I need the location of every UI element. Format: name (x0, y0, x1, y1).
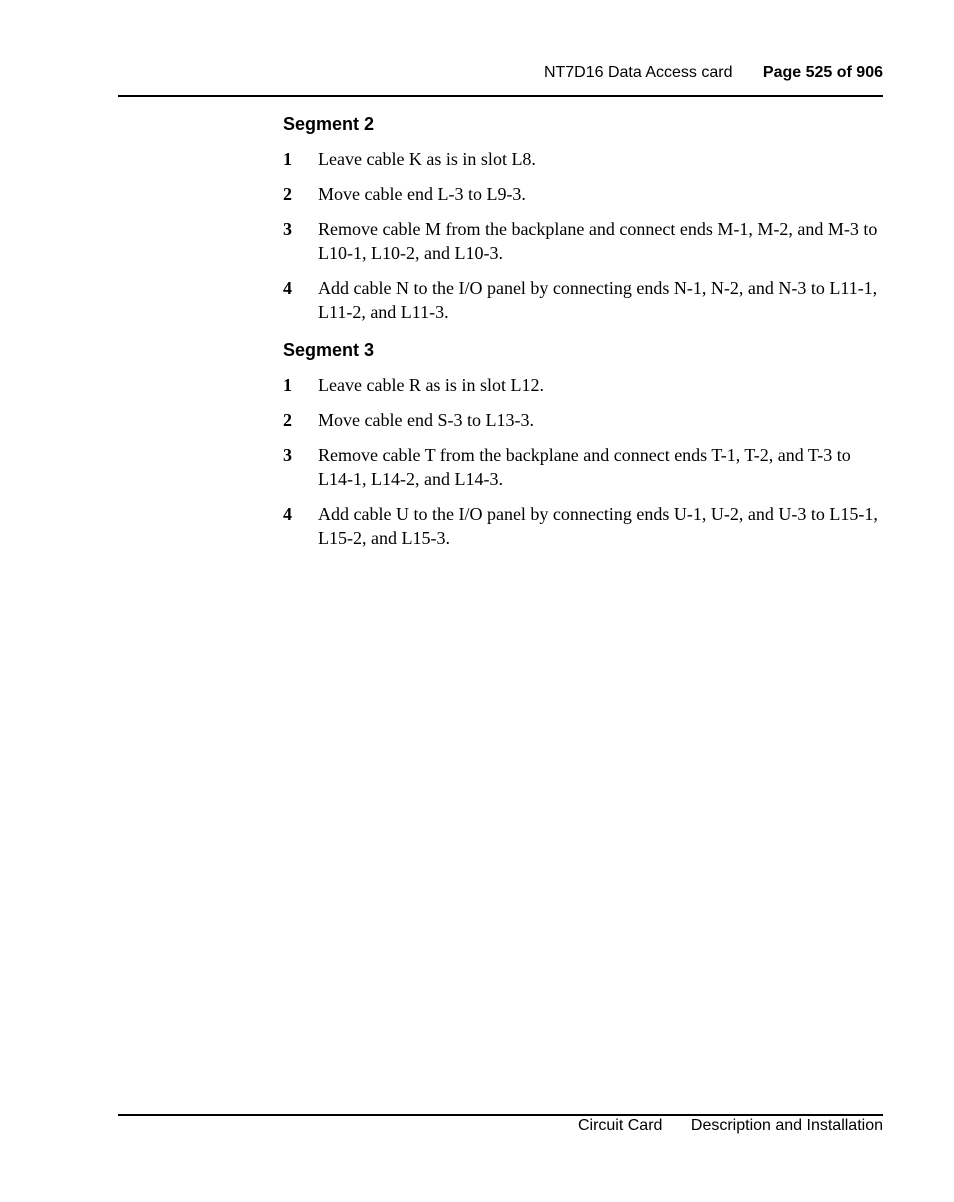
page-header (118, 64, 883, 88)
step-number: 1 (283, 149, 292, 169)
step-text: Add cable U to the I/O panel by connecting ends U-1, U-2, and U-3 to L15-1, L15-2, and L15-3. (318, 504, 878, 548)
step-number: 2 (283, 410, 292, 430)
step-text: Move cable end S-3 to L13-3. (318, 410, 534, 430)
step-list (283, 147, 883, 324)
footer-rule (118, 1114, 883, 1116)
main-content (283, 112, 883, 564)
footer-book-title: Circuit Card (577, 1117, 663, 1134)
step-item (283, 147, 883, 171)
step-number: 4 (283, 504, 292, 524)
step-item (283, 408, 883, 432)
step-number: 3 (283, 219, 292, 239)
step-list (283, 373, 883, 550)
step-text: Add cable N to the I/O panel by connecting ends N-1, N-2, and N-3 to L11-1, L11-2, and L11-3. (318, 278, 878, 322)
step-number: 1 (283, 375, 292, 395)
step-item (283, 502, 883, 550)
step-item (283, 373, 883, 397)
step-text: Leave cable R as is in slot L12. (318, 375, 544, 395)
step-item (283, 443, 883, 491)
step-number: 3 (283, 445, 292, 465)
header-rule (118, 95, 883, 97)
section-heading: Segment 3 (283, 340, 375, 360)
footer-book-subtitle: Description and Installation (690, 1117, 883, 1134)
section-heading: Segment 2 (283, 114, 375, 134)
step-item (283, 276, 883, 324)
document-title: NT7D16 Data Access card (543, 64, 733, 81)
page-footer (118, 1117, 883, 1139)
section-segment-3 (283, 338, 883, 550)
step-text: Leave cable K as is in slot L8. (318, 149, 536, 169)
step-number: 2 (283, 184, 292, 204)
step-item (283, 217, 883, 265)
step-number: 4 (283, 278, 292, 298)
step-text: Remove cable M from the backplane and connect ends M-1, M-2, and M-3 to L10-1, L10-2, and L10-3. (318, 219, 878, 263)
step-text: Remove cable T from the backplane and connect ends T-1, T-2, and T-3 to L14-1, L14-2, and L14-3. (318, 445, 851, 489)
section-segment-2 (283, 112, 883, 324)
step-item (283, 182, 883, 206)
step-text: Move cable end L-3 to L9-3. (318, 184, 526, 204)
page-number: Page 525 of 906 (762, 64, 883, 81)
